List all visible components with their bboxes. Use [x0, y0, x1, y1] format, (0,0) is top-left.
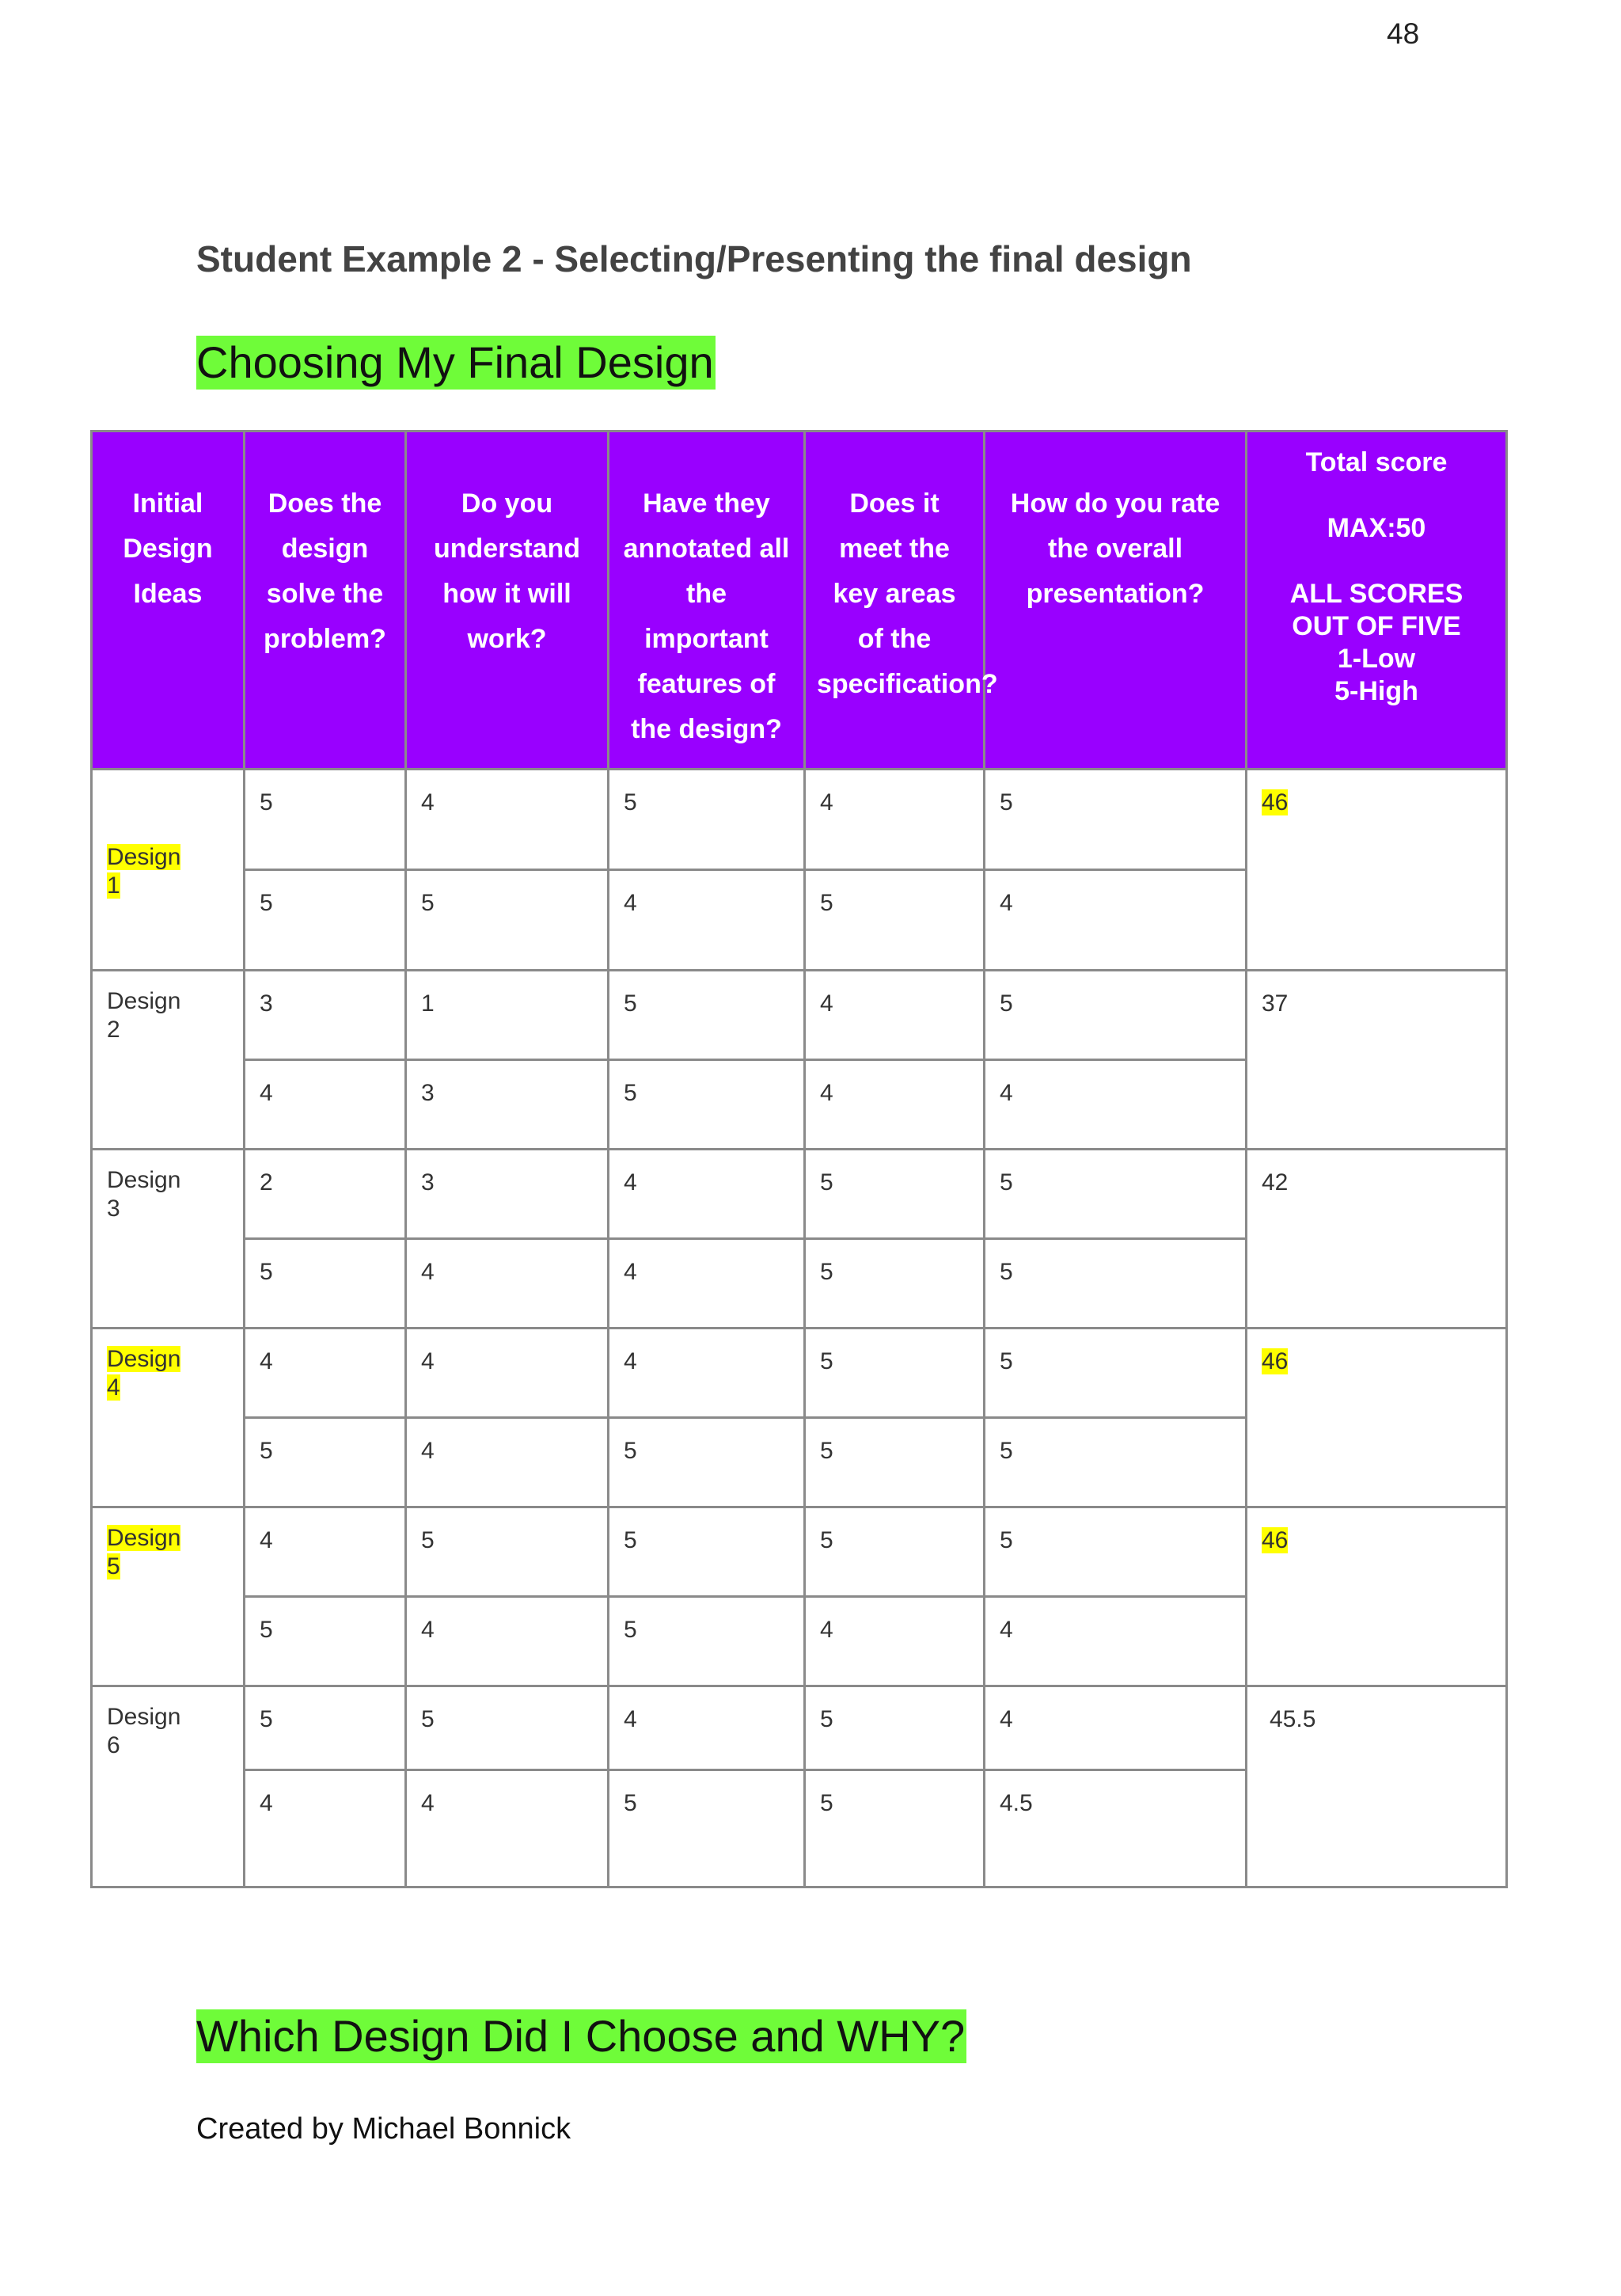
score-cell: 5 — [805, 1329, 985, 1418]
header-solve-problem: Does the design solve the problem? — [245, 431, 406, 770]
design-name-cell — [92, 1150, 245, 1329]
score-cell: 5 — [245, 1597, 406, 1686]
score-cell: 5 — [805, 870, 985, 971]
score-cell: 4 — [609, 1150, 805, 1239]
design-name-cell — [92, 1329, 245, 1507]
table-row — [92, 1150, 1507, 1239]
score-cell: 5 — [609, 1507, 805, 1597]
score-cell: 4 — [406, 1597, 609, 1686]
design-name-cell — [92, 971, 245, 1150]
score-cell: 4 — [985, 870, 1247, 971]
design-name: Design 5 — [107, 1525, 181, 1579]
score-cell: 5 — [985, 770, 1247, 870]
score-cell: 5 — [245, 1239, 406, 1329]
table-row — [92, 1507, 1507, 1597]
score-cell: 5 — [406, 1686, 609, 1770]
score-cell: 4 — [406, 1770, 609, 1887]
score-cell: 5 — [985, 1329, 1247, 1418]
score-cell: 4 — [245, 1060, 406, 1150]
total-score-value: 42 — [1262, 1169, 1289, 1196]
score-cell: 4 — [406, 1329, 609, 1418]
score-cell: 5 — [805, 1507, 985, 1597]
design-name-cell — [92, 1507, 245, 1686]
score-cell: 5 — [805, 1770, 985, 1887]
design-name: Design 3 — [107, 1167, 181, 1222]
score-cell: 5 — [985, 1418, 1247, 1507]
design-name: Design 6 — [107, 1704, 181, 1758]
score-cell: 5 — [805, 1418, 985, 1507]
total-score-cell — [1247, 1150, 1507, 1329]
table-row — [92, 1329, 1507, 1418]
total-score-cell — [1247, 1686, 1507, 1887]
design-name-cell — [92, 1686, 245, 1887]
score-cell: 4 — [985, 1686, 1247, 1770]
score-cell: 4 — [985, 1060, 1247, 1150]
total-score-value: 37 — [1262, 990, 1289, 1017]
design-name: Design 4 — [107, 1346, 181, 1401]
header-specification: Does it meet the key areas of the specification? — [805, 431, 985, 770]
score-cell: 5 — [245, 870, 406, 971]
total-score-cell — [1247, 1329, 1507, 1507]
score-cell: 4 — [985, 1597, 1247, 1686]
total-score-label: Total score — [1305, 447, 1448, 477]
table-row — [92, 971, 1507, 1060]
score-cell: 5 — [406, 870, 609, 971]
score-cell: 2 — [245, 1150, 406, 1239]
score-cell: 5 — [245, 1686, 406, 1770]
table-row — [92, 770, 1507, 870]
score-cell: 5 — [805, 1686, 985, 1770]
header-initial-design: Initial Design Ideas — [92, 431, 245, 770]
total-score-value: 46 — [1262, 789, 1289, 815]
score-cell: 5 — [609, 1418, 805, 1507]
score-cell: 3 — [245, 971, 406, 1060]
header-understand: Do you understand how it will work? — [406, 431, 609, 770]
section-title-2: Which Design Did I Choose and WHY? — [196, 2009, 966, 2063]
total-score-value: 46 — [1262, 1348, 1289, 1374]
score-cell: 4 — [805, 1597, 985, 1686]
score-cell: 4 — [805, 1060, 985, 1150]
design-name: Design 2 — [107, 988, 181, 1043]
score-cell: 4 — [805, 770, 985, 870]
total-score-cell — [1247, 770, 1507, 971]
header-total-score — [1247, 431, 1507, 770]
design-score-table — [90, 430, 1508, 1888]
score-cell: 4 — [245, 1507, 406, 1597]
total-score-cell — [1247, 1507, 1507, 1686]
score-cell: 5 — [245, 1418, 406, 1507]
table-header-row — [92, 431, 1507, 770]
score-cell: 5 — [985, 971, 1247, 1060]
score-cell: 5 — [609, 971, 805, 1060]
score-cell: 4 — [609, 1329, 805, 1418]
score-cell: 4 — [805, 971, 985, 1060]
score-cell: 4 — [406, 1418, 609, 1507]
score-cell: 5 — [406, 1507, 609, 1597]
total-score-value: 46 — [1262, 1527, 1289, 1553]
score-cell: 4 — [609, 870, 805, 971]
score-cell: 5 — [805, 1150, 985, 1239]
score-cell: 5 — [609, 1597, 805, 1686]
author-credit: Created by Michael Bonnick — [196, 2112, 571, 2146]
header-annotated: Have they annotated all the important features of the design? — [609, 431, 805, 770]
table-body — [92, 770, 1507, 1887]
score-cell: 4 — [245, 1770, 406, 1887]
section-title: Choosing My Final Design — [196, 336, 716, 390]
design-name-cell — [92, 770, 245, 971]
score-cell: 4.5 — [985, 1770, 1247, 1887]
score-cell: 5 — [985, 1150, 1247, 1239]
score-cell: 5 — [985, 1239, 1247, 1329]
score-cell: 5 — [609, 1060, 805, 1150]
score-cell: 4 — [609, 1239, 805, 1329]
score-cell: 4 — [245, 1329, 406, 1418]
score-cell: 3 — [406, 1150, 609, 1239]
design-name: Design 1 — [107, 844, 181, 899]
score-cell: 5 — [609, 1770, 805, 1887]
score-cell: 4 — [406, 1239, 609, 1329]
page-number: 48 — [1387, 17, 1420, 50]
max-score-label: MAX:50 — [1327, 513, 1426, 543]
document-heading: Student Example 2 - Selecting/Presenting the final design — [196, 238, 1192, 279]
scale-high-label: 5-High — [1334, 676, 1418, 706]
total-score-value: 45.5 — [1270, 1706, 1316, 1732]
table-row — [92, 1686, 1507, 1770]
total-score-cell — [1247, 971, 1507, 1150]
score-cell: 4 — [609, 1686, 805, 1770]
score-cell: 4 — [406, 770, 609, 870]
scale-low-label: 1-Low — [1337, 644, 1416, 674]
score-cell: 5 — [245, 770, 406, 870]
score-cell: 5 — [985, 1507, 1247, 1597]
scores-out-of-five-label: ALL SCORES OUT OF FIVE — [1289, 579, 1463, 641]
score-cell: 3 — [406, 1060, 609, 1150]
score-cell: 1 — [406, 971, 609, 1060]
score-cell: 5 — [805, 1239, 985, 1329]
score-cell: 5 — [609, 770, 805, 870]
header-presentation: How do you rate the overall presentation? — [985, 431, 1247, 770]
